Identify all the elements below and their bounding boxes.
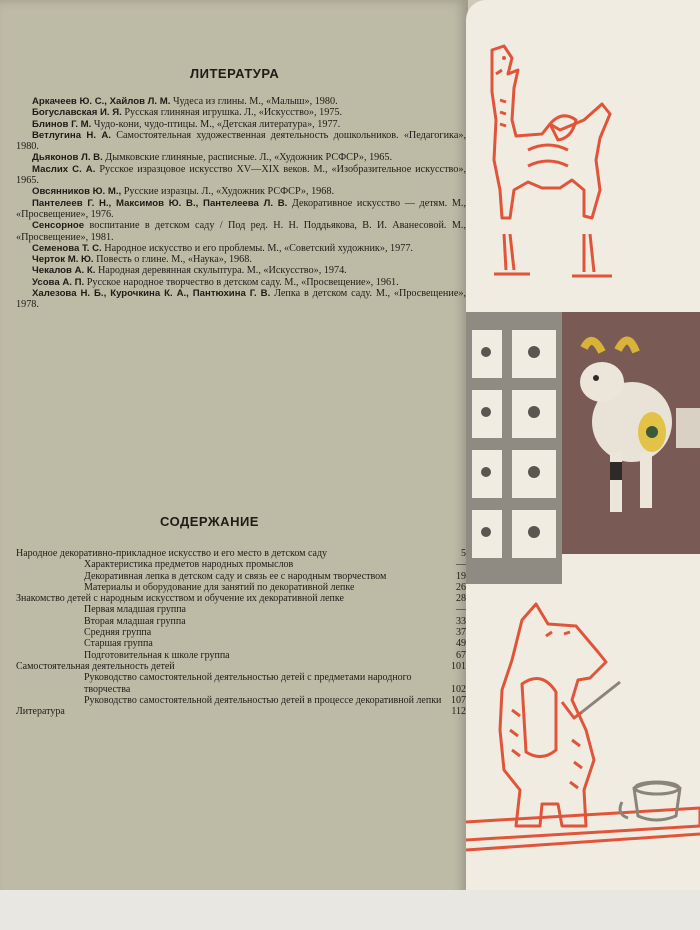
contents-row — [16, 661, 466, 672]
contents-entry-title: Подготовительная к школе группа — [84, 649, 230, 661]
contents-entry-page: — — [456, 604, 466, 616]
literature-entry-text: Русская глиняная игрушка. Л., «Искусство», 1975. — [121, 107, 343, 119]
contents-row — [16, 559, 466, 570]
literature-entry — [16, 198, 466, 221]
right-page — [466, 0, 700, 930]
contents-row — [16, 604, 466, 615]
contents-entry-title: Первая младшая группа — [84, 604, 186, 616]
contents-entry-title: Вторая младшая группа — [84, 615, 186, 627]
literature-entry-author: Семенова Т. С. — [32, 242, 102, 254]
contents-row — [16, 627, 466, 638]
literature-entry-text: Лепка в детском саду. М., «Просвещение», 1978. — [16, 288, 466, 311]
contents-row — [16, 548, 466, 559]
contents-entry-page: 102 — [451, 683, 466, 695]
contents-row — [16, 638, 466, 649]
contents-entry-title: Руководство самостоятельной деятельностью детей с предметами народного творчества — [84, 672, 412, 695]
contents-entry-title: Материалы и оборудование для занятий по декоративной лепке — [84, 581, 355, 593]
contents-row — [16, 616, 466, 627]
contents-entry-title: Народное декоративно-прикладное искусство и его место в детском саду — [16, 548, 328, 559]
literature-entry-text: Русское изразцовое искусство XV—XIX веков. М., «Изобразительное искусство», 1965. — [16, 163, 466, 187]
contents-row — [16, 650, 466, 661]
literature-entry-author: Ветлугина Н. А. — [32, 129, 111, 141]
literature-entry-text: Повесть о глине. М., «Наука», 1968. — [93, 254, 252, 266]
literature-entry-author: Дьяконов Л. В. — [32, 152, 103, 164]
table-surface — [0, 890, 700, 930]
contents-entry-page: 28 — [456, 593, 466, 605]
literature-entry-text: Русское народное творчество в детском саду. М., «Просвещение», 1961. — [84, 276, 399, 288]
contents-entry-page: 37 — [456, 627, 466, 639]
literature-entry-author: Маслих С. А. — [32, 163, 96, 175]
contents-entry-page: 107 — [451, 694, 466, 706]
pot-drawing-icon — [466, 780, 700, 890]
literature-entry-author: Аркачеев Ю. С., Хайлов Л. М. — [32, 96, 171, 107]
contents-entry-page: 49 — [456, 638, 466, 650]
contents-entry-page: 101 — [451, 660, 466, 672]
literature-entry-text: Самостоятельная художественная деятельность дошкольников. «Педагогика», 1980. — [16, 129, 466, 153]
literature-entry — [16, 107, 466, 118]
contents-entry-title: Средняя группа — [84, 627, 152, 639]
literature-entry — [16, 186, 466, 197]
literature-entry-text: Русские изразцы. Л., «Художник РСФСР», 1968. — [121, 186, 334, 198]
clay-cow-toy-photo — [562, 312, 700, 554]
literature-entry — [16, 220, 466, 243]
contents-entry-title: Знакомство детей с народным искусством и обучение их декоративной лепке — [16, 593, 344, 605]
literature-entry — [16, 130, 466, 153]
literature-entry — [16, 254, 466, 265]
contents-entry-title: Декоративная лепка в детском саду и связь ее с народным творчеством — [84, 570, 387, 582]
literature-entry-text: Чудо-кони, чудо-птицы. М., «Детская литература», 1977. — [91, 118, 341, 130]
literature-entry-author: Сенсорное — [32, 220, 85, 232]
literature-entry-author: Усова А. П. — [32, 276, 85, 288]
literature-entry-text: воспитание в детском саду / Под ред. Н. Н. Поддьякова, В. И. Аванесовой. М., «Просвещение», 1981. — [16, 220, 466, 243]
contents-row — [16, 593, 466, 604]
literature-entry-author: Халезова Н. Б., Курочкина К. А., Пантюхина Г. В. — [32, 288, 271, 300]
literature-entry — [16, 164, 466, 187]
contents-row — [16, 695, 466, 706]
literature-entry-text: Декоративное искусство — детям. М., «Просвещение», 1976. — [16, 197, 466, 220]
literature-entry-author: Чекалов А. К. — [32, 265, 96, 277]
contents-row — [16, 582, 466, 593]
contents-entry-title: Характеристика предметов народных промыслов — [84, 559, 294, 571]
literature-entry-author: Черток М. Ю. — [32, 254, 94, 266]
literature-entry-text: Народная деревянная скульптура. М., «Искусство», 1974. — [95, 265, 347, 277]
contents-entry-page: — — [456, 559, 466, 571]
contents-entry-title: Самостоятельная деятельность детей — [16, 660, 175, 672]
contents-row — [16, 672, 466, 695]
literature-entry-author: Пантелеев Г. Н., Максимов Ю. В., Пантелеева Л. В. — [32, 197, 288, 209]
literature-entry-author: Богуславская И. Я. — [32, 107, 122, 119]
contents-entry-title: Старшая группа — [84, 638, 153, 650]
contents-entry-page: 26 — [456, 581, 466, 593]
literature-entry — [16, 119, 466, 130]
literature-entry — [16, 277, 466, 288]
contents-row — [16, 706, 466, 717]
literature-entry — [16, 265, 466, 276]
literature-entry-text: Дымковские глиняные, расписные. Л., «Художник РСФСР», 1965. — [102, 152, 393, 164]
tiles-pattern-icon — [466, 312, 562, 584]
literature-entry — [16, 243, 466, 254]
literature-entry-author: Блинов Г. М. — [32, 118, 92, 130]
literature-list — [16, 96, 466, 311]
contents-entry-page: 67 — [456, 649, 466, 661]
literature-entry-text: Народное искусство и его проблемы. М., «Советский художник», 1977. — [101, 242, 413, 254]
table-of-contents — [16, 548, 466, 717]
literature-entry — [16, 288, 466, 311]
literature-entry-author: Овсянников Ю. М., — [32, 186, 122, 198]
horse-drawing-icon — [472, 40, 622, 310]
contents-entry-page: 19 — [456, 570, 466, 582]
literature-entry — [16, 96, 466, 107]
contents-title: СОДЕРЖАНИЕ — [160, 514, 259, 529]
contents-row — [16, 571, 466, 582]
literature-entry — [16, 152, 466, 163]
literature-title: ЛИТЕРАТУРА — [190, 66, 280, 81]
contents-entry-page: 33 — [456, 615, 466, 627]
contents-entry-title: Руководство самостоятельной деятельностью детей в процессе декоративной лепки — [84, 694, 442, 706]
contents-entry-page: 5 — [461, 548, 466, 559]
literature-entry-text: Чудеса из глины. М., «Малыш», 1980. — [170, 96, 338, 107]
contents-entry-page: 112 — [451, 706, 466, 718]
contents-entry-title: Литература — [16, 706, 65, 718]
